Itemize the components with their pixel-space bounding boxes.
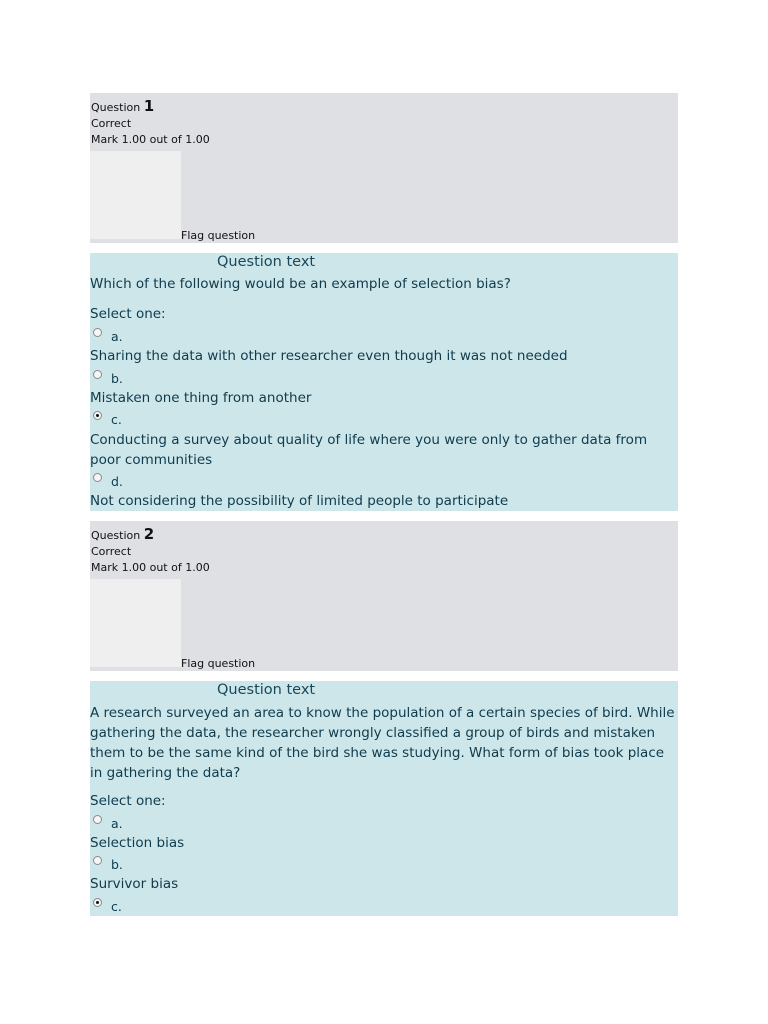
question-1-content [90, 253, 678, 511]
option-a-text[interactable]: Selection bias [90, 835, 185, 851]
option-b-radio[interactable] [93, 370, 102, 379]
select-one-label: Select one: [90, 793, 166, 809]
flag-question-link[interactable]: Flag question [181, 657, 256, 670]
flag-icon[interactable] [90, 151, 181, 239]
option-c-text[interactable]: Conducting a survey about quality of life where you were only to gather data from poor communities [90, 432, 648, 468]
question-2-info [90, 521, 678, 671]
option-a-text[interactable]: Sharing the data with other researcher even though it was not needed [90, 348, 568, 364]
question-state: Correct [91, 545, 132, 558]
question-2-content [90, 681, 678, 916]
option-d-letter: d. [111, 474, 123, 489]
option-c-radio[interactable] [93, 898, 102, 907]
option-a-letter: a. [111, 816, 123, 831]
question-state: Correct [91, 117, 132, 130]
question-text-heading: Question text [217, 254, 316, 270]
option-c-letter: c. [111, 899, 122, 914]
option-b-text[interactable]: Survivor bias [90, 876, 179, 892]
question-grade: Mark 1.00 out of 1.00 [91, 133, 210, 146]
option-b-radio[interactable] [93, 856, 102, 865]
question-1-info [90, 93, 678, 243]
flag-icon[interactable] [90, 579, 181, 667]
question-grade: Mark 1.00 out of 1.00 [91, 561, 210, 574]
flag-question-link[interactable]: Flag question [181, 229, 256, 242]
option-a-radio[interactable] [93, 815, 102, 824]
option-c-letter: c. [111, 412, 122, 427]
option-c-radio[interactable] [93, 411, 102, 420]
question-text-heading: Question text [217, 682, 316, 698]
question-label: Question [91, 529, 141, 542]
question-text: A research surveyed an area to know the population of a certain species of bird. While gathering the data, the researcher wrongly classified a group of birds and mistaken them to be the same kind of the bird she was studying. What form of bias took place in gathering the data? [90, 705, 675, 781]
select-one-label: Select one: [90, 306, 166, 322]
question-label: Question [91, 101, 141, 114]
option-b-text[interactable]: Mistaken one thing from another [90, 390, 312, 406]
option-b-letter: b. [111, 371, 123, 386]
question-num: 2 [143, 525, 155, 543]
question-num: 1 [143, 97, 155, 115]
option-d-radio[interactable] [93, 473, 102, 482]
option-a-letter: a. [111, 329, 123, 344]
question-number [91, 525, 154, 543]
question-number [91, 97, 154, 115]
option-a-radio[interactable] [93, 328, 102, 337]
option-b-letter: b. [111, 857, 123, 872]
option-d-text[interactable]: Not considering the possibility of limited people to participate [90, 493, 509, 509]
question-text: Which of the following would be an example of selection bias? [90, 276, 511, 292]
